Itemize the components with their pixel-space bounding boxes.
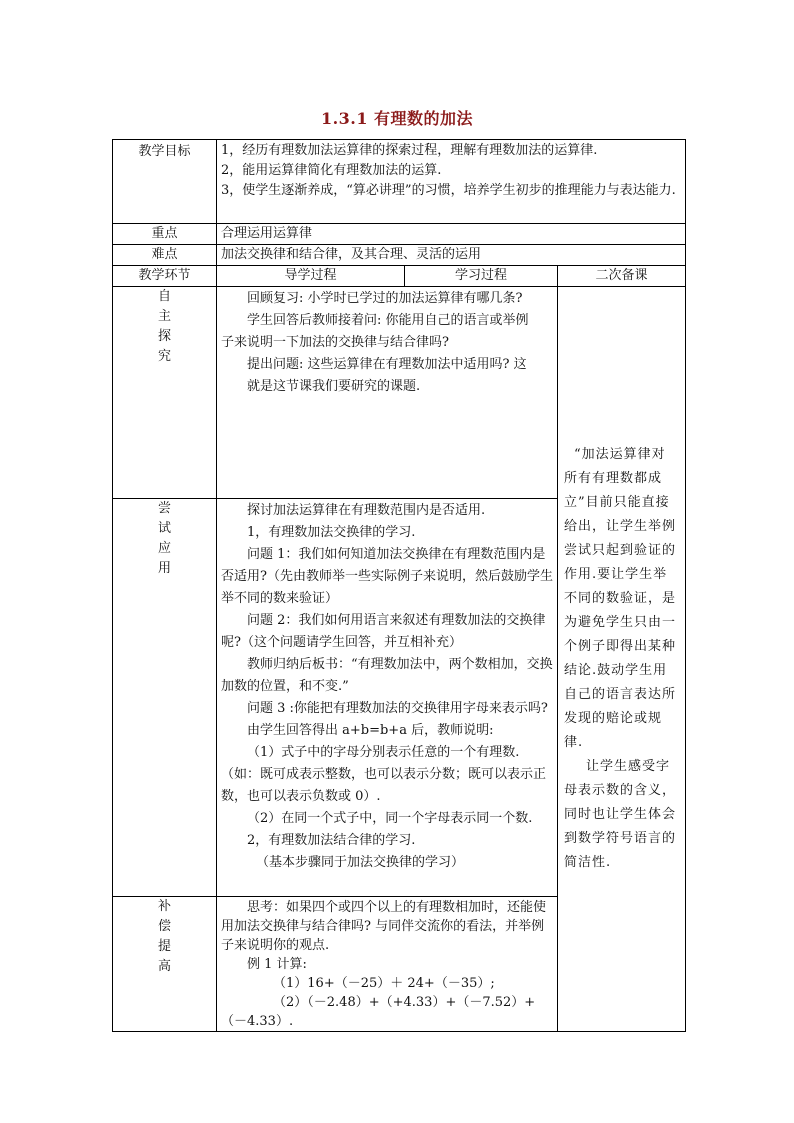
paragraph: 探讨加法运算律在有理数范围内是否适用. [247, 503, 486, 518]
label-char: 高 [157, 959, 171, 974]
paragraph: （1）式子中的字母分别表示任意的一个有理数.（如：既可成表示整数，也可以表示分数；既可以表示正数，也可以表示负数或 0）. [221, 745, 547, 804]
paragraph: 子来说明一下加法的交换律与结合律吗? [221, 335, 449, 350]
key-point-text: 合理运用运算律 [217, 224, 686, 245]
paragraph: 提出问题: 这些运算律在有理数加法中适用吗? 这 [247, 357, 527, 372]
self-study-content [217, 287, 558, 499]
document-title: 1.3.1 有理数的加法 [320, 109, 474, 128]
paragraph: 问题 2：我们如何用语言来叙述有理数加法的交换律呢?（这个问题请学生回答，并互相补充） [221, 613, 546, 650]
self-study-label [113, 287, 217, 499]
paragraph: 就是这节课我们要研究的课题. [247, 379, 421, 394]
goal-item: 1，经历有理数加法运算律的探索过程，理解有理数加法的运算律. [221, 143, 598, 158]
paragraph: 1，有理数加法交换律的学习. [247, 525, 416, 540]
paragraph: （2）（－2.48）+（+4.33）+（－7.52）+（－4.33）. [221, 995, 536, 1029]
self-study-row [113, 287, 686, 499]
label-char: 主 [157, 309, 171, 324]
label-char: 探 [157, 329, 171, 344]
note-paragraph: 让学生感受字母表示数的含义，同时也让学生体会到数学符号语言的简洁性. [564, 759, 677, 870]
label-char: 尝 [157, 501, 171, 516]
paragraph: 由学生回答得出 a+b=b+a 后，教师说明: [247, 723, 494, 738]
paragraph: 问题 1：我们如何知道加法交换律在有理数范围内是否适用?（先由教师举一些实际例子来说明，然后鼓励学生举不同的数来验证） [221, 547, 553, 606]
second-prep-notes [558, 287, 686, 1032]
goal-item: 3，使学生逐渐养成，“算必讲理”的习惯，培养学生初步的推理能力与表达能力. [221, 183, 676, 198]
label-char: 偿 [157, 919, 171, 934]
column-header-row [113, 266, 686, 287]
paragraph: 学生回答后教师接着问: 你能用自己的语言或举例 [247, 313, 529, 328]
paragraph: 回顾复习: 小学时已学过的加法运算律有哪几条? [247, 291, 523, 306]
paragraph: 例 1 计算: [247, 957, 307, 972]
paragraph: 教师归纳后板书：“有理数加法中，两个数相加，交换加数的位置，和不变.” [221, 657, 553, 694]
key-point-row [113, 224, 686, 245]
goals-label: 教学目标 [113, 140, 217, 224]
label-char: 自 [157, 289, 171, 304]
header-second-prep: 二次备课 [558, 266, 686, 287]
note-paragraph: “加法运算律对所有有理数都成立”目前只能直接给出，让学生举例尝试只起到验证的作用.要让学生举不同的数验证，是为避免学生只由一个例子即得出某种结论.鼓动学生用自己的语言表达所发现的赔论或规律. [564, 447, 677, 750]
paragraph: （1）16+（－25）＋ 24+（－35）; [273, 976, 495, 991]
label-char: 提 [157, 939, 171, 954]
try-apply-content [217, 499, 558, 897]
key-point-label: 重点 [113, 224, 217, 245]
paragraph: 问题 3 :你能把有理数加法的交换律用字母来表示吗? [247, 701, 548, 716]
label-char: 用 [157, 561, 171, 576]
label-char: 究 [157, 349, 171, 364]
paragraph: 思考：如果四个或四个以上的有理数相加时，还能使用加法交换律与结合律吗? 与同伴交流你的看法，并举例子来说明你的观点. [221, 900, 547, 953]
goal-item: 2，能用运算律简化有理数加法的运算. [221, 163, 442, 178]
paragraph: （2）在同一个式子中，同一个字母表示同一个数. [247, 811, 533, 826]
lesson-plan-table [112, 139, 686, 1032]
supplement-label [113, 897, 217, 1032]
label-char: 应 [157, 541, 171, 556]
difficulty-row [113, 245, 686, 266]
label-char: 试 [157, 521, 171, 536]
supplement-content [217, 897, 558, 1032]
difficulty-label: 难点 [113, 245, 217, 266]
difficulty-text: 加法交换律和结合律，及其合理、灵活的运用 [217, 245, 686, 266]
paragraph: 2，有理数加法结合律的学习. [247, 833, 416, 848]
goals-row [113, 140, 686, 224]
header-learning-process: 学习过程 [405, 266, 558, 287]
label-char: 补 [157, 899, 171, 914]
header-guided-process: 导学过程 [217, 266, 405, 287]
paragraph: （基本步骤同于加法交换律的学习） [256, 855, 465, 870]
header-teaching-stage: 教学环节 [113, 266, 217, 287]
goals-content [217, 140, 686, 224]
try-apply-label [113, 499, 217, 897]
